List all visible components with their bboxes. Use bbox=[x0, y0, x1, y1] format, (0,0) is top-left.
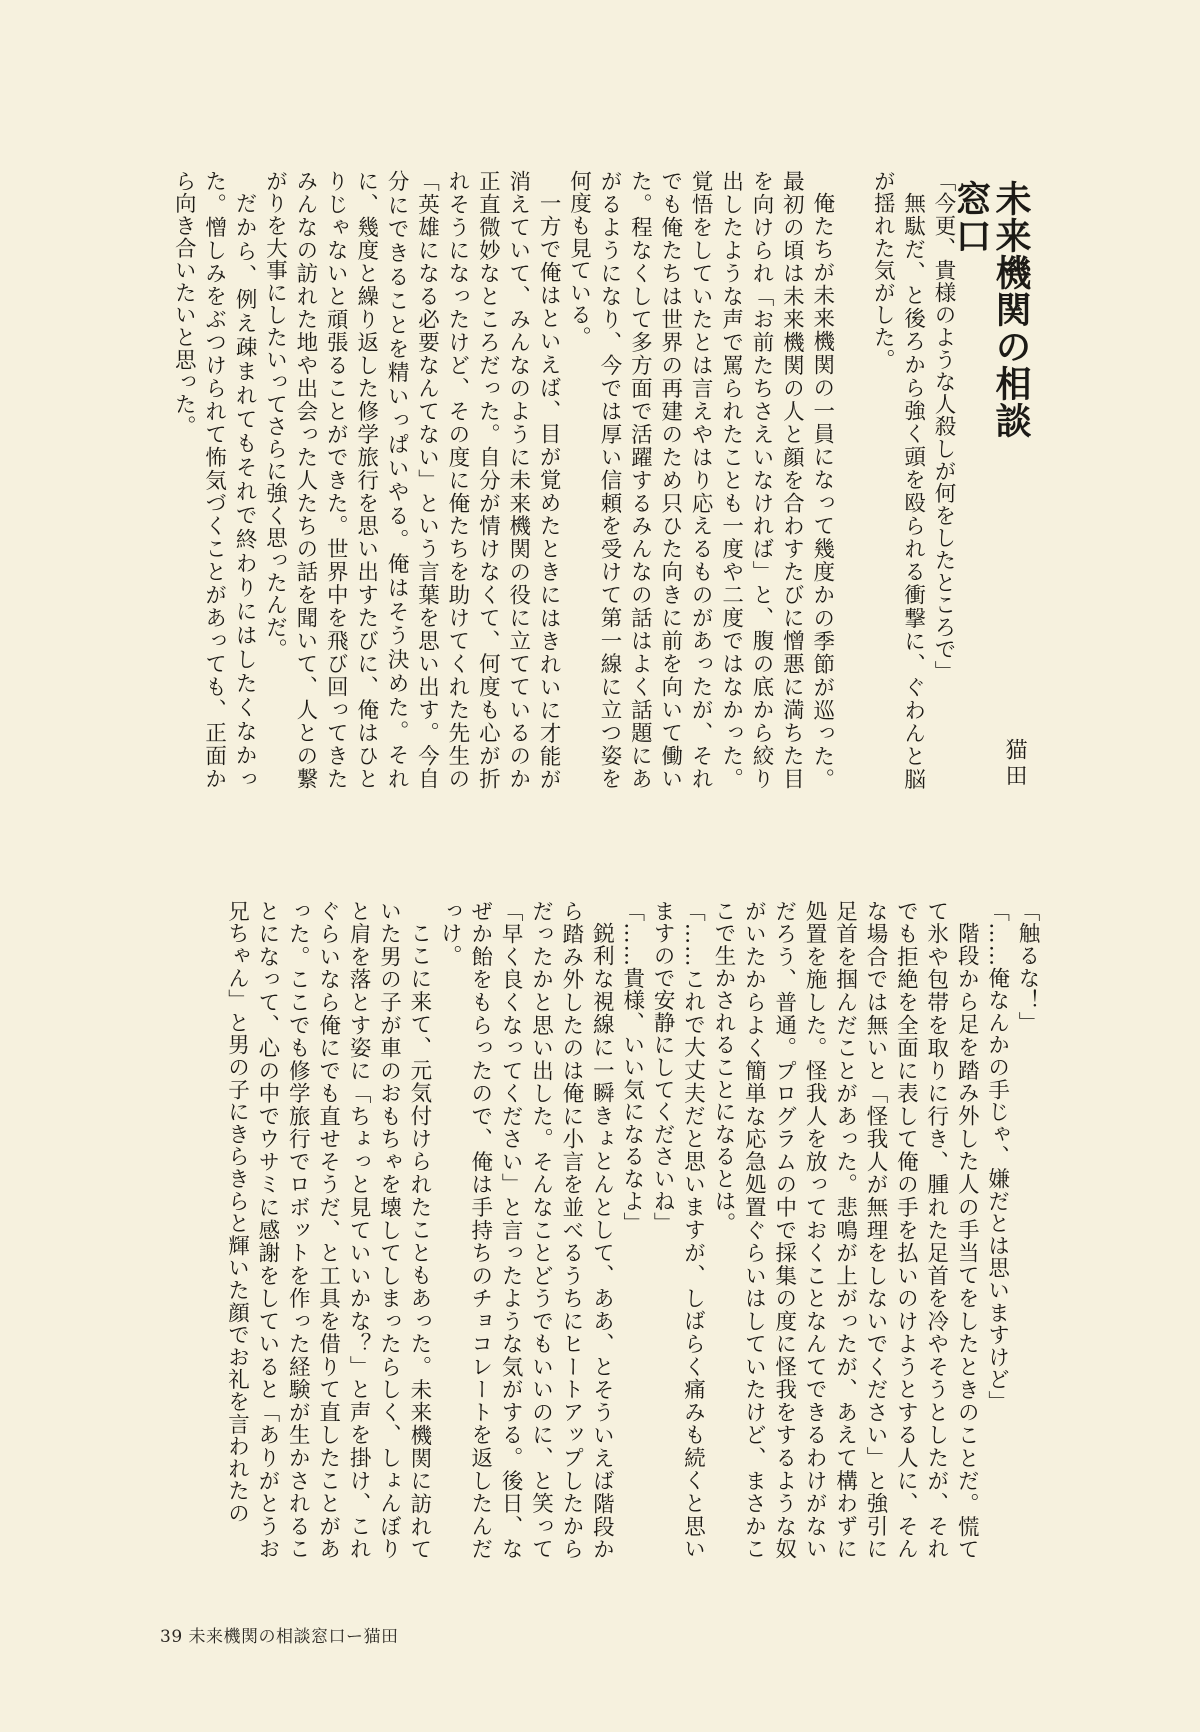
paragraph: 階段から足を踏み外した人の手当てをしたときのことだ。慌てて氷や包帯を取りに行き、腫れた足首を冷やそうとしたが、それでも拒絶を全面に表して俺の手を払いのけようとする人に、そんな場合では無いと「怪我人が無理をしないでください」と強引に足首を掴んだことがあった。悲鳴が上がったが、あえて構わずに処置を施した。怪我人を放っておくことなんてできるわけがないだろう、普通。プログラムの中で採集の度に怪我をするような奴がいたからよく簡単な応急処置ぐらいはしていたけど、まさかここで生かされることになるとは。 bbox=[710, 900, 980, 1560]
lower-text-column bbox=[152, 900, 1042, 1560]
paragraph: 「……これで大丈夫だと思いますが、しばらく痛みも続くと思いますので安静にしてくださいね」 bbox=[650, 900, 706, 1560]
paragraph: 「……貴様、いい気になるなよ」 bbox=[619, 900, 645, 1235]
paragraph: ここに来て、元気付けられたこともあった。未来機関に訪れていた男の子が車のおもちゃを壊してしまったらしく、しょんぼりと肩を落とす姿に「ちょっと見ていいかな？」と声を掛け、これぐらいなら俺にでも直せそうだ、と工具を借りて直したことがあった。ここでも修学旅行でロボットを作った経験が生かされることになって、心の中でウサミに感謝をしていると「ありがとうお兄ちゃん」と男の子にきらきらと輝いた顔でお礼を言われたの bbox=[224, 900, 432, 1560]
author-name: 猫田 bbox=[1002, 738, 1027, 790]
paragraph: 一方で俺はといえば、目が覚めたときにはきれいに才能が消えていて、みんなのように未来機関の役に立てているのか正直微妙なところだった。自分が情けなくて、何度も心が折れそうになったけど、その度に俺たちを助けてくれた先生の「英雄になる必要なんてない」という言葉を思い出す。今自分にできることを精いっぱいやる。俺はそう決めた。それに、幾度と繰り返した修学旅行を思い出すたびに、俺はひとりじゃないと頑張ることができた。世界中を飛び回ってきたみんなの訪れた地や出会った人たちの話を聞いて、人との繋がりを大事にしたいってさらに強く思ったんだ。 bbox=[262, 170, 562, 790]
paragraph: 「……俺なんかの手じゃ、嫌だとは思いますけど」 bbox=[984, 900, 1010, 1413]
paragraph: 無駄だ、と後ろから強く頭を殴られる衝撃に、ぐわんと脳が揺れた気がした。 bbox=[870, 170, 926, 790]
page-footer: 39 未来機関の相談窓口ー猫田 bbox=[160, 1627, 399, 1647]
paragraph: だから、例え疎まれてもそれで終わりにはしたくなかった。憎しみをぶつけられて怖気づくことがあっても、正面から向き合いたいと思った。 bbox=[171, 170, 258, 790]
upper-text-column bbox=[158, 170, 958, 790]
story-title: 未来機関の相談窓口 bbox=[950, 180, 1031, 439]
paragraph: 鋭利な視線に一瞬きょとんとして、ああ、とそういえば階段から踏み外したのは俺に小言を並べるうちにヒートアップしたからだったかと思い出した。そんなことどうでもいいのに、と笑って「早く良くなってください」と言ったような気がする。後日、なぜか飴をもらったので、俺は手持ちのチョコレートを返したんだっけ。 bbox=[437, 900, 615, 1560]
paragraph: 「今更、貴様のような人殺しが何をしたところで」 bbox=[931, 170, 956, 683]
paragraph: 俺たちが未来機関の一員になって幾度かの季節が巡った。最初の頃は未来機関の人と顔を合わすたびに憎悪に満ちた目を向けられ「お前たちさえいなければ」と、腹の底から絞り出したような声で罵られたことも一度や二度ではなかった。覚悟をしていたとは言えやはり応えるものがあったが、それでも俺たちは世界の再建のため只ひた向きに前を向いて働いた。程なくして多方面で活躍するみんなの話はよく話題にあがるようになり、今では厚い信頼を受けて第一線に立つ姿を何度も見ている。 bbox=[566, 170, 835, 790]
paragraph: 「触るな！」 bbox=[1015, 900, 1040, 1034]
